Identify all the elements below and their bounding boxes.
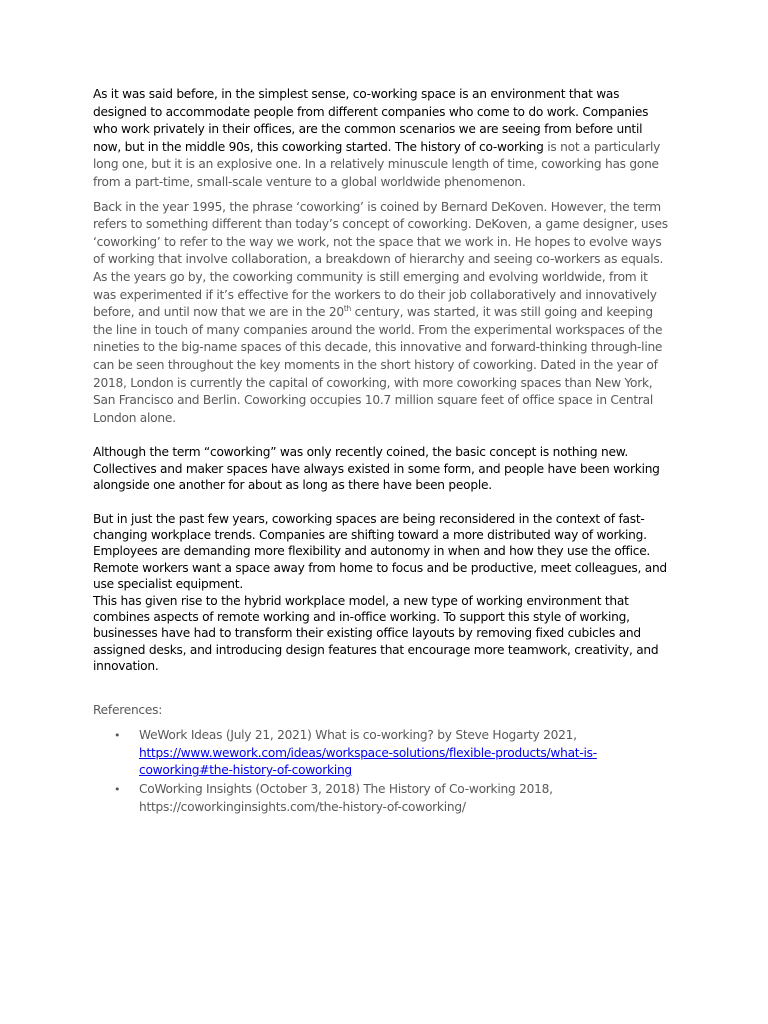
paragraph-intro (93, 86, 673, 192)
reference-citation: CoWorking Insights (October 3, 2018) The History of Co-working 2018, (139, 781, 553, 796)
reference-item (93, 727, 673, 780)
reference-item (93, 781, 673, 816)
references-list (93, 727, 673, 816)
intro-text-gray: is not a particularly long one, but it is an explosive one. In a relatively minuscule length of time, coworking has gone from a part-time, small-scale venture to a global worldwide phenomenon. (93, 139, 661, 189)
bullet-icon: • (114, 729, 121, 743)
paragraph-hybrid: This has given rise to the hybrid workplace model, a new type of working environment that combines aspects of remote working and in-office working. To support this style of working, businesses have had to transform their existing office layouts by removing fixed cubicles and assigned desks, and introducing design features that encourage more teamwork, creativity, and innovation. (93, 593, 659, 674)
ordinal-superscript: th (343, 304, 352, 314)
reference-url-text: https://coworkinginsights.com/the-history-of-coworking/ (139, 799, 466, 814)
references-label: References: (93, 702, 163, 717)
history-text-part2: century, was started, it was still going and keeping the line in touch of many companies around the world. From the experimental workspaces of the nineties to the big-name spaces of this decade, this innovative and forward-thinking through-line can be seen throughout the key moments in the short history of coworking. Dated in the year of 2018, London is currently the capital of coworking, with more coworking spaces than New York, San Francisco and Berlin. Coworking occupies 10.7 million square feet of office space in Central London alone. (93, 305, 663, 425)
document-body (93, 86, 673, 817)
paragraph-history (93, 199, 673, 428)
paragraph-concept: Although the term “coworking” was only recently coined, the basic concept is nothing new. Collectives and maker spaces have always existed in some form, and people have been working alongside one another for about as long as there have been people. (93, 445, 660, 493)
history-text-part1: Back in the year 1995, the phrase ‘coworking’ is coined by Bernard DeKoven. However, the term refers to something different than today’s concept of coworking. DeKoven, a game designer, uses ‘coworking’ to refer to the way we work, not the space that we work in. He hopes to evolve ways of working that involve collaboration, a breakdown of hierarchy and seeing co-workers as equals. As the years go by, the coworking community is still emerging and evolving worldwide, from it was experimented if it’s effective for the workers to do their job collaboratively and innovatively before, and until now that we are in the 20 (93, 199, 668, 320)
reference-citation: WeWork Ideas (July 21, 2021) What is co-working? by Steve Hogarty 2021, (139, 728, 577, 743)
bullet-icon: • (114, 782, 121, 796)
paragraph-trends: But in just the past few years, coworking spaces are being reconsidered in the context of fast-changing workplace trends. Companies are shifting toward a more distributed way of working. Employees are demanding more flexibility and autonomy in when and how they use the office. Remote workers want a space away from home to focus and be productive, meet colleagues, and use specialist equipment. (93, 511, 667, 592)
reference-link[interactable]: https://www.wework.com/ideas/workspace-solutions/flexible-products/what-is-coworking#the-history-of-coworking (139, 745, 597, 778)
intro-text-black: As it was said before, in the simplest sense, co-working space is an environment that was designed to accommodate people from different companies who come to do work. Companies who work privately in their offices, are the common scenarios we are seeing from before until now, but in the middle 90s, this coworking started. The history of co-working (93, 87, 649, 154)
